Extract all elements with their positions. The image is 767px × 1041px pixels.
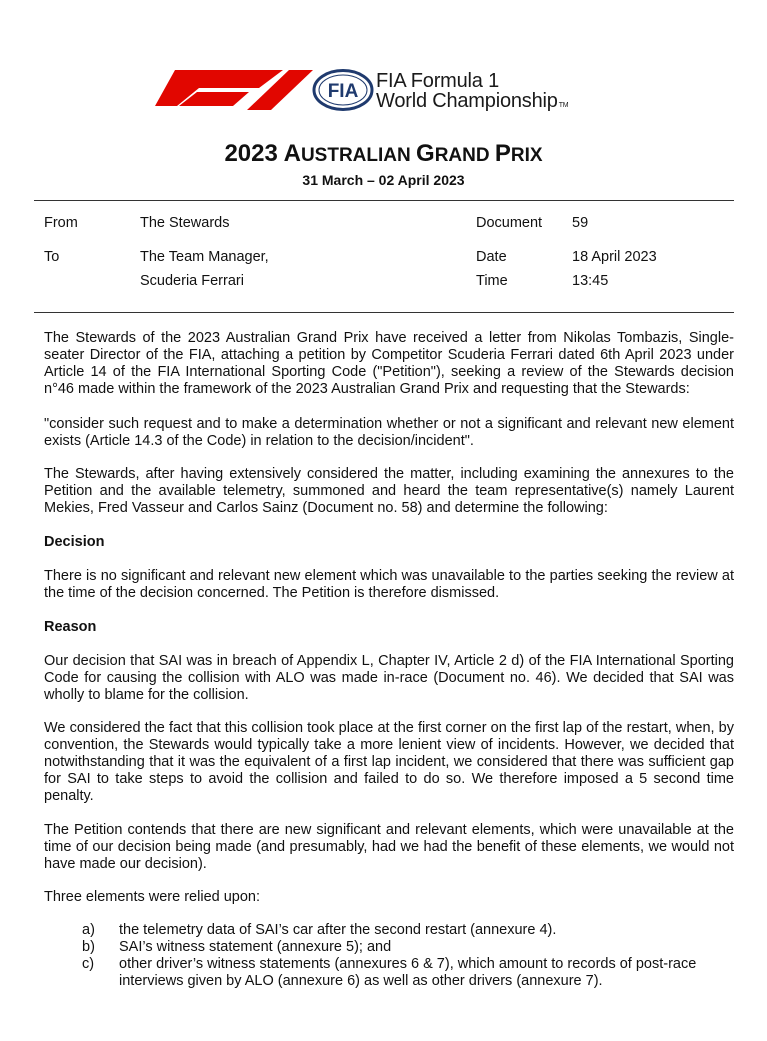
decision-heading: Decision (44, 534, 105, 550)
elements-list (44, 922, 734, 990)
list-item-label: c) (82, 956, 95, 972)
date-label: Date (476, 249, 507, 265)
list-item (44, 956, 734, 990)
paragraph-intro: The Stewards of the 2023 Australian Grand Prix have received a letter from Nikolas Tombazis, Single-seater Director of the FIA, attaching a petition by Competitor Scuderia Ferrari dated 6th April 2023 under Article 14 of the FIA International Sporting Code ("Petition"), seeking a review of the Stewards decision n°46 made within the framework of the 2023 Australian Grand Prix and requesting that the Stewards: (44, 330, 734, 397)
time-label: Time (476, 273, 508, 289)
list-item (44, 922, 734, 939)
date-value: 18 April 2023 (572, 249, 657, 265)
reason-heading: Reason (44, 619, 97, 635)
paragraph-quote: "consider such request and to make a determination whether or not a significant and relevant new element exists (Article 14.3 of the Code) in relation to the decision/incident". (44, 416, 734, 449)
to-value-line-1: The Team Manager, (140, 249, 269, 265)
wordmark-line-1: FIA Formula 1 (376, 70, 499, 92)
divider-bottom (34, 312, 734, 313)
list-item-text: the telemetry data of SAI’s car after the second restart (annexure 4). (119, 922, 557, 938)
paragraph-elements-intro: Three elements were relied upon: (44, 889, 261, 905)
f1-logo (153, 70, 313, 112)
fia-logo-text: FIA (327, 81, 359, 102)
paragraph-petition: The Petition contends that there are new significant and relevant elements, which were unavailable at the time of our decision being made (and presumably, had we had the benefit of these elements, we would not have made our decision). (44, 822, 734, 872)
to-label: To (44, 249, 60, 265)
list-item-label: b) (82, 939, 95, 955)
list-item-text: SAI’s witness statement (annexure 5); and (119, 939, 392, 955)
document-header (0, 0, 767, 130)
paragraph-decision: There is no significant and relevant new element which was unavailable to the parties seeking the review at the time of the decision concerned. The Petition is therefore dismissed. (44, 568, 734, 601)
paragraph-reason-2: We considered the fact that this collision took place at the first corner on the first lap of the restart, when, by convention, the Stewards would typically take a more lenient view of incidents. However, we decided that notwithstanding that it was the equivalent of a first lap incident, we considered that there was sufficient gap for SAI to take steps to avoid the collision and failed to do so. We therefore imposed a 5 second time penalty. (44, 720, 734, 804)
divider-top (34, 200, 734, 201)
wordmark-line-2: World ChampionshipTM (376, 90, 569, 112)
trademark: TM (558, 102, 569, 109)
championship-wordmark (376, 71, 568, 116)
document-value: 59 (572, 215, 589, 231)
from-label: From (44, 215, 78, 231)
document-label: Document (476, 215, 543, 231)
page-title: 2023 AUSTRALIAN GRAND PRIX (224, 140, 543, 167)
paragraph-consideration: The Stewards, after having extensively considered the matter, including examining the annexures to the Petition and the available telemetry, summoned and heard the team representative(s) namely Laurent Mekies, Fred Vasseur and Carlos Sainz (Document no. 58) and determine the following: (44, 466, 734, 516)
fia-logo (312, 69, 374, 111)
paragraph-reason-1: Our decision that SAI was in breach of Appendix L, Chapter IV, Article 2 d) of the FIA International Sporting Code for causing the collision with ALO was made in-race (Document no. 46). We decided that SAI was wholly to blame for the collision. (44, 653, 734, 703)
list-item-label: a) (82, 922, 95, 938)
list-item-text: other driver’s witness statements (annexures 6 & 7), which amount to records of post-race interviews given by ALO (annexure 6) as well as other drivers (annexure 7). (119, 956, 697, 989)
event-dates: 31 March – 02 April 2023 (302, 172, 465, 188)
list-item (44, 939, 734, 956)
time-value: 13:45 (572, 273, 609, 289)
from-value: The Stewards (140, 215, 230, 231)
to-value-line-2: Scuderia Ferrari (140, 273, 244, 289)
